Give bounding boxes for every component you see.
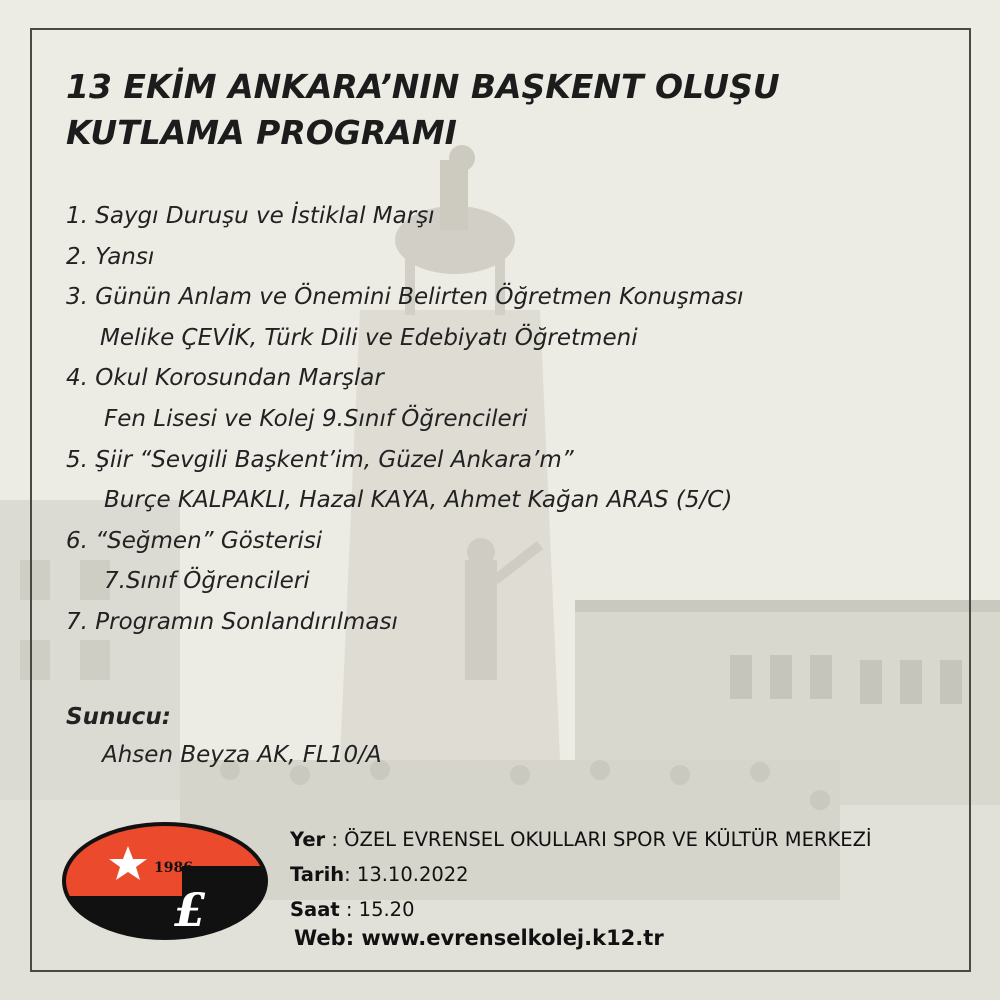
time-separator: :	[339, 898, 359, 921]
program-item: 3. Günün Anlam ve Önemini Belirten Öğretmen Konuşması	[66, 284, 744, 311]
program-item-detail: 7.Sınıf Öğrencileri	[104, 568, 310, 595]
title-line-1: 13 EKİM ANKARA’NIN BAŞKENT OLUŞU	[66, 67, 780, 106]
program-item: 2. Yansı	[66, 243, 155, 270]
program-item: 1. Saygı Duruşu ve İstiklal Marşı	[66, 203, 435, 229]
date-value: 13.10.2022	[356, 863, 469, 886]
date-row	[290, 857, 872, 892]
time-value: 15.20	[358, 898, 415, 921]
program-item: 4. Okul Korosundan Marşlar	[66, 365, 384, 392]
program-list	[66, 196, 946, 643]
program-item-detail: Burçe KALPAKLI, Hazal KAYA, Ahmet Kağan ARAS (5/C)	[104, 487, 733, 514]
place-separator: :	[325, 828, 345, 851]
program-item-detail: Melike ÇEVİK, Türk Dili ve Edebiyatı Öğretmeni	[100, 324, 638, 351]
program-item: 6. “Seğmen” Gösterisi	[66, 527, 323, 554]
presenter-name: Ahsen Beyza AK, FL10/A	[102, 742, 382, 768]
date-separator: :	[344, 863, 357, 886]
logo-symbol: £	[174, 883, 207, 937]
place-row	[290, 822, 872, 857]
web-row	[294, 926, 664, 950]
page-title	[66, 64, 946, 156]
web-label: Web:	[294, 926, 355, 950]
place-label: Yer	[290, 828, 326, 851]
logo-year: 1986	[154, 860, 193, 876]
place-value: ÖZEL EVRENSEL OKULLARI SPOR VE KÜLTÜR MERKEZİ	[344, 828, 872, 851]
program-item: 7. Programın Sonlandırılması	[66, 608, 398, 635]
time-label: Saat	[290, 898, 340, 921]
title-line-2: KUTLAMA PROGRAMI	[66, 113, 457, 152]
presenter-label: Sunucu:	[66, 704, 171, 730]
school-logo	[62, 822, 268, 940]
program-item: 5. Şiir “Sevgili Başkent’im, Güzel Ankara’m”	[66, 446, 574, 473]
program-item-detail: Fen Lisesi ve Kolej 9.Sınıf Öğrencileri	[104, 405, 528, 432]
web-link[interactable]: www.evrenselkolej.k12.tr	[361, 926, 664, 950]
date-label: Tarih	[290, 863, 345, 886]
event-info	[290, 822, 872, 927]
time-row	[290, 892, 872, 927]
